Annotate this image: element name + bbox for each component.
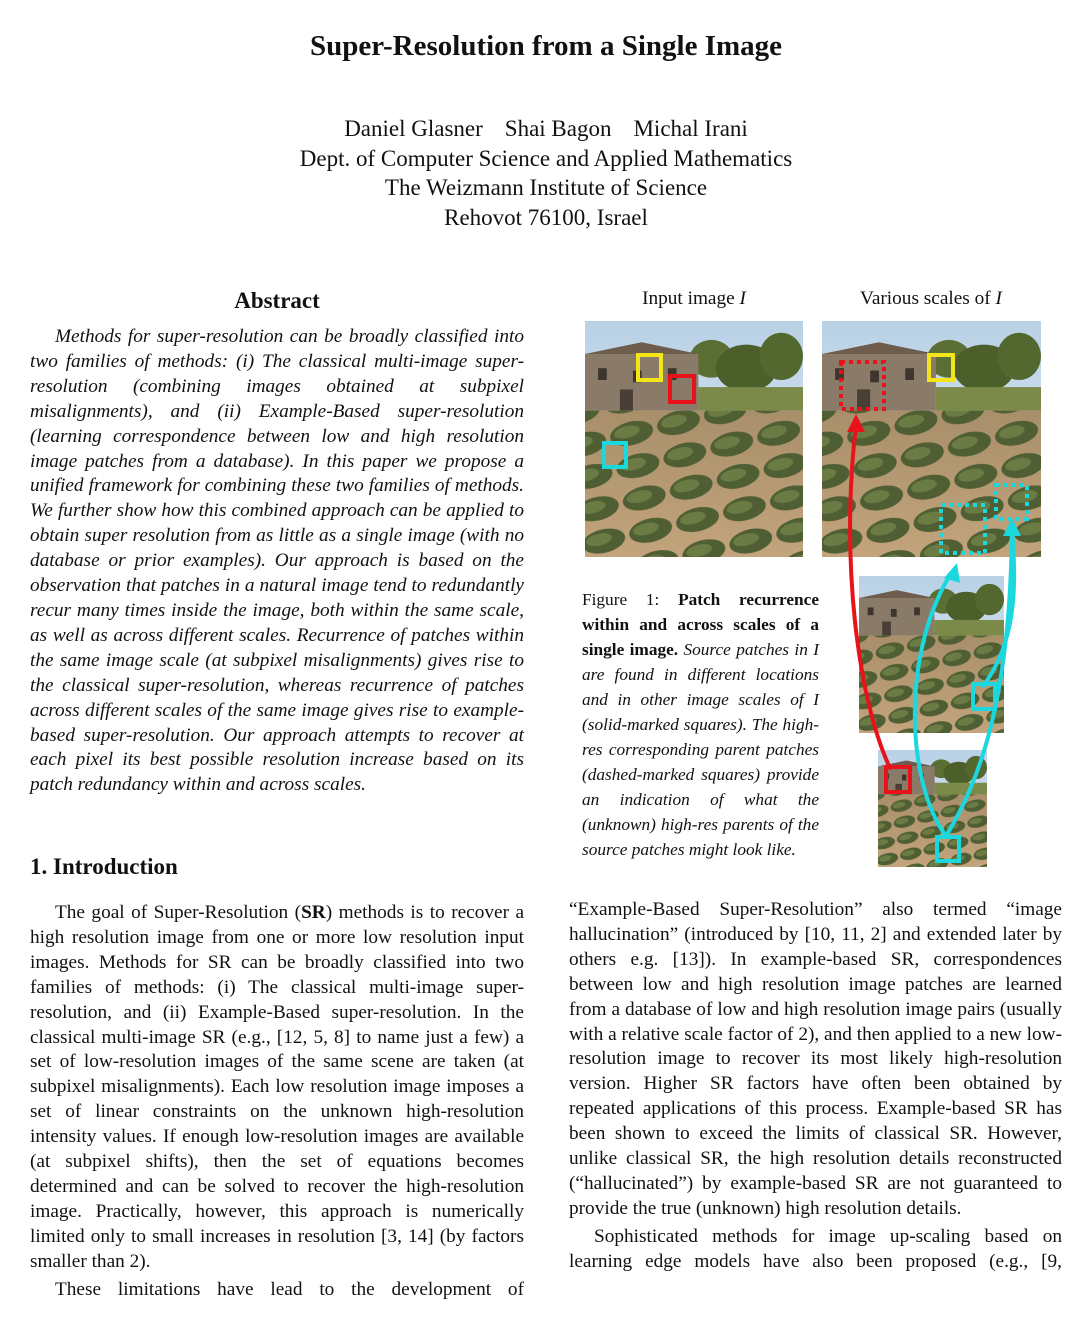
paper-title: Super-Resolution from a Single Image bbox=[309, 30, 783, 62]
author-name: Michal Irani bbox=[633, 116, 748, 141]
author-name: Daniel Glasner bbox=[344, 116, 483, 141]
affiliation-line: Rehovot 76100, Israel bbox=[444, 204, 648, 230]
intro-paragraph: “Example-Based Super-Resolution” also termed “image hallucination” (introduced by [10, 11, 2] and extended later by others e.g. [13]). In example-based SR, correspondences between low and high resolution image patches are learned from a database of low and high resolution image pairs (usually with a relative scale factor of 2), and then applied to a new low-resolution image to recover its most likely high-resolution version. Higher SR factors have often been obtained by repeated applications of this process. Example-based SR has been shown to exceed the limits of classical SR. However, unlike classical SR, the high resolution details reconstructed (“hallucinated”) by example-based SR are not guaranteed to provide the true (unknown) high resolution details. bbox=[569, 899, 1062, 1219]
intro-paragraph: Sophisticated methods for image up-scaling based on learning edge models have also been proposed (e.g., [9, bbox=[569, 1225, 1062, 1272]
abstract-text: Methods for super-resolution can be broadly classified into two families of methods: (i) The classical multi-image super-resolution (combining images obtained at subpixel misalignments), and (ii) Example-Based super-resolution (learning correspondence between low and high resolution image patches from a database). In this paper we propose a unified framework for combining these two families of methods. We further show how this combined approach can be applied to obtain super resolution from as little as a single image (with no database or prior examples). Our approach is based on the observation that patches in a natural image tend to redundantly recur many times inside the image, both within the same scale, as well as across different scales. Recurrence of patches within the same image scale (at subpixel misalignments) gives rise to the classical super-resolution, whereas recurrence of patches across different scales of the same image gives rise to example-based super-resolution. Our approach attempts to recover at each pixel its best possible resolution increase based on its patch redundancy within and across scales. bbox=[30, 326, 524, 796]
abstract-heading: Abstract bbox=[234, 288, 320, 313]
figure-1-caption: Figure 1: Patch recurrence within and across scales of a single image. Source patches in I are found in different locations and in other image scales of I (solid-marked squares). The high-res corresponding parent patches (dashed-marked squares) provide an indication of what the (unknown) high-res parents of the source patches might look like. bbox=[582, 590, 820, 859]
intro-paragraph: The goal of Super-Resolution (SR) methods is to recover a high resolution image from one or more low resolution input images. Methods for SR can be broadly classified into two families of methods: (i) The classical multi-image super-resolution, and (ii) Example-Based super-resolution. In the classical multi-image SR (e.g., [12, 5, 8] to name just a few) a set of low-resolution images of the same scene are taken (at subpixel misalignments). Each low resolution image imposes a set of linear constraints on the unknown high-resolution intensity values. If enough low-resolution images are available (at subpixel shifts), then the set of equations becomes determined and can be solved to recover the high-resolution image. Practically, however, this approach is numerically limited only to small increases in resolution [3, 14] (by factors smaller than 2). bbox=[30, 902, 525, 1272]
figure-label-various-scales: Various scales of I bbox=[860, 288, 1002, 309]
input-image bbox=[585, 321, 803, 557]
affiliation-line: Dept. of Computer Science and Applied Mathematics bbox=[299, 145, 793, 171]
author-name: Shai Bagon bbox=[504, 116, 612, 141]
intro-paragraph: These limitations have lead to the development of bbox=[55, 1278, 524, 1300]
figure-label-input-image: Input image I bbox=[642, 288, 746, 309]
introduction-heading: 1. Introduction bbox=[30, 854, 178, 879]
sr-abbreviation: SR bbox=[301, 902, 326, 923]
affiliation-line: The Weizmann Institute of Science bbox=[384, 175, 708, 200]
scale-image-medium bbox=[859, 576, 1004, 733]
